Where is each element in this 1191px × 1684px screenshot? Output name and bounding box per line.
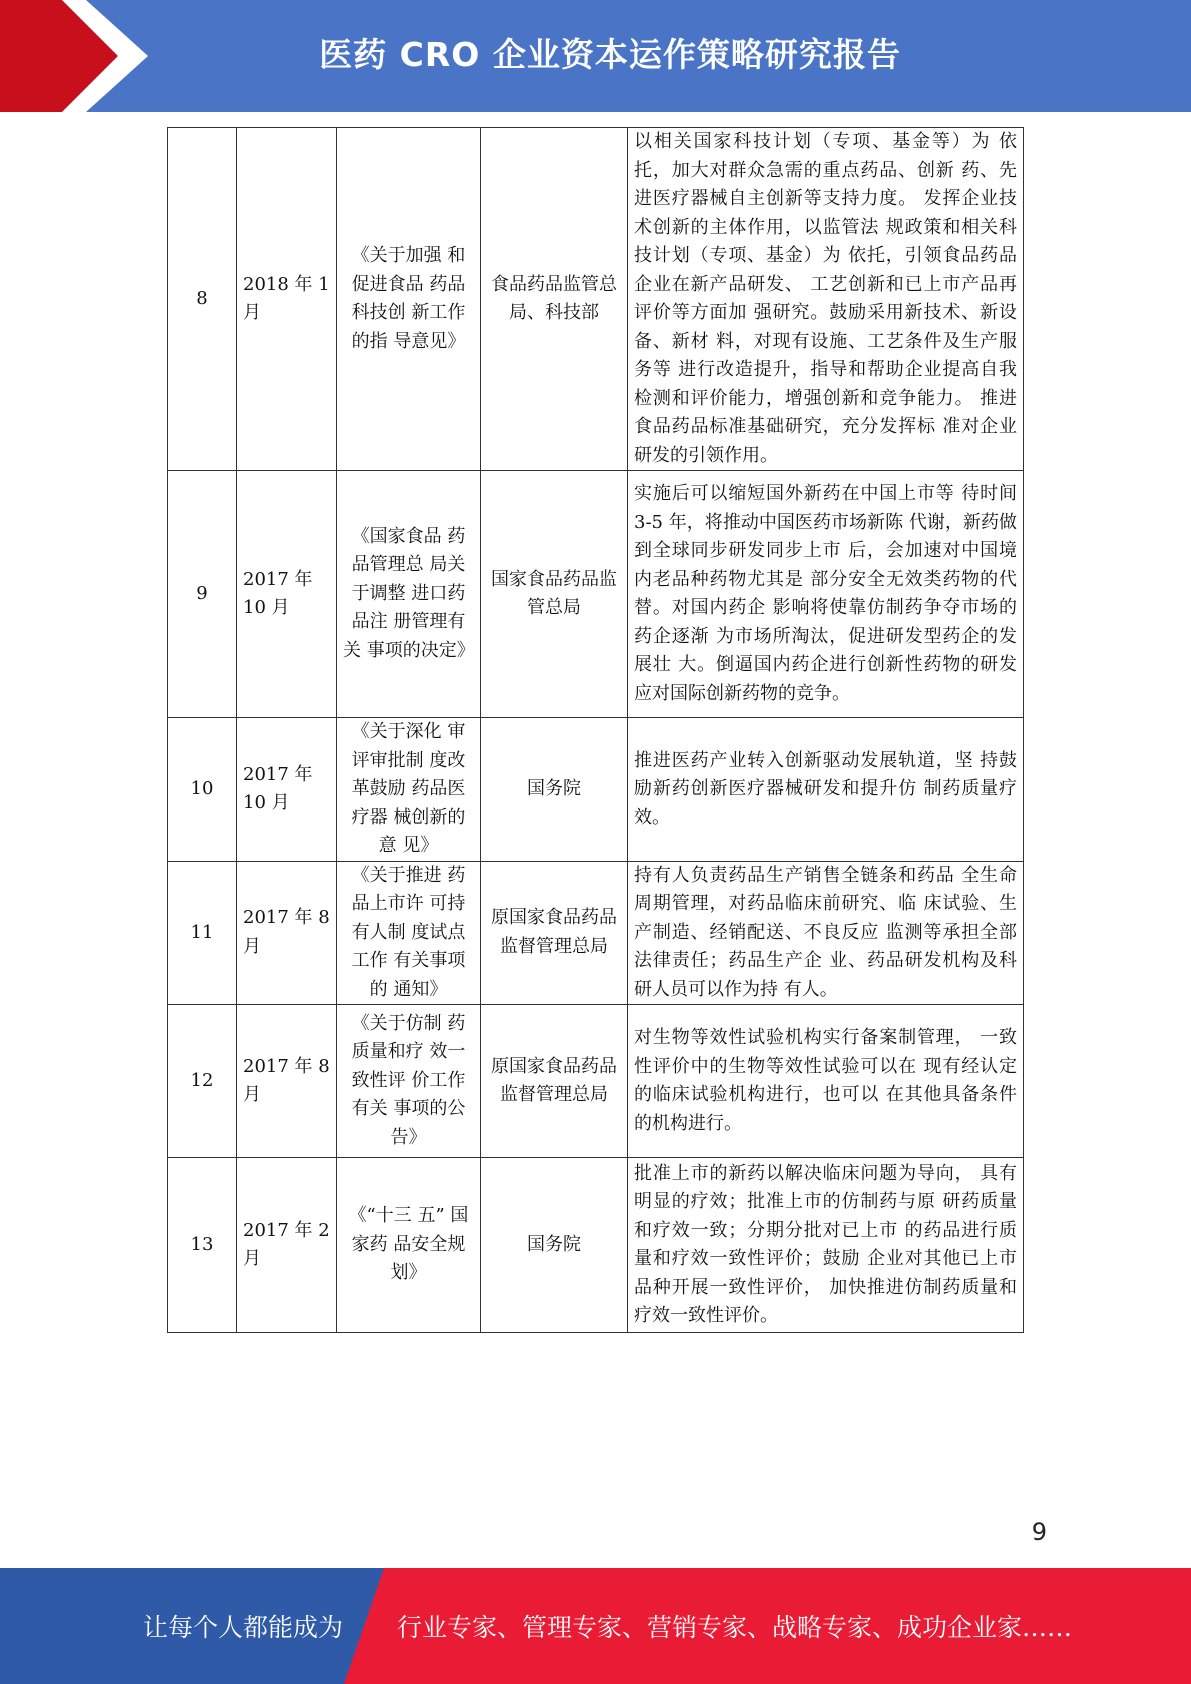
issuing-authority: 原国家食品药品监督管理总局 [481, 1005, 628, 1158]
table-row [168, 861, 1024, 1005]
issue-date: 2017 年 2 月 [237, 1158, 337, 1333]
issue-date: 2017 年 8 月 [237, 861, 337, 1005]
policy-content: 持有人负责药品生产销售全链条和药品 全生命周期管理，对药品临床前研究、临 床试验、生产制造、经销配送、不良反应 监测等承担全部法律责任；药品生产企 业、药品研发机构及科研人员可以作为持 有人。 [628, 861, 1024, 1005]
policy-table-container [167, 127, 1024, 1333]
issuing-authority: 国务院 [481, 718, 628, 862]
page-footer [0, 1568, 1191, 1684]
table-row [168, 1005, 1024, 1158]
document-title: 《国家食品 药品管理总 局关于调整 进口药品注 册管理有关 事项的决定》 [337, 471, 481, 718]
header-arrow-decoration [0, 0, 160, 112]
table-row [168, 471, 1024, 718]
issuing-authority: 原国家食品药品监督管理总局 [481, 861, 628, 1005]
table-row [168, 718, 1024, 862]
issue-date: 2018 年 1 月 [237, 128, 337, 471]
issue-date: 2017 年 10 月 [237, 471, 337, 718]
row-number: 13 [168, 1158, 237, 1333]
row-number: 8 [168, 128, 237, 471]
row-number: 12 [168, 1005, 237, 1158]
issuing-authority: 国务院 [481, 1158, 628, 1333]
policy-content: 批准上市的新药以解决临床问题为导向， 具有明显的疗效；批准上市的仿制药与原 研药质量和疗效一致；分期分批对已上市 的药品进行质量和疗效一致性评价；鼓励 企业对其他已上市品种开展一致性评价， 加快推进仿制药质量和疗效一致性评价。 [628, 1158, 1024, 1333]
row-number: 9 [168, 471, 237, 718]
row-number: 10 [168, 718, 237, 862]
page-header [0, 0, 1191, 112]
document-title: 《关于加强 和促进食品 药品科技创 新工作的指 导意见》 [337, 128, 481, 471]
document-title: 《关于仿制 药质量和疗 效一致性评 价工作有关 事项的公告》 [337, 1005, 481, 1158]
document-title: 《关于推进 药品上市许 可持有人制 度试点工作 有关事项的 通知》 [337, 861, 481, 1005]
report-title: 医药 CRO 企业资本运作策略研究报告 [319, 34, 901, 74]
policy-table [167, 127, 1024, 1333]
document-title: 《“十三 五” 国家药 品安全规划》 [337, 1158, 481, 1333]
policy-content: 实施后可以缩短国外新药在中国上市等 待时间 3-5 年，将推动中国医药市场新陈 代谢，新药做到全球同步研发同步上市 后，会加速对中国境内老品种药物尤其是 部分安全无效类药物的代替。对国内药企 影响将使靠仿制药争夺市场的药企逐渐 为市场所淘汰，促进研发型药企的发展壮 大。倒逼国内药企进行创新性药物的研发 应对国际创新药物的竞争。 [628, 471, 1024, 718]
footer-slogan-right: 行业专家、管理专家、营销专家、战略专家、成功企业家…… [397, 1613, 1073, 1642]
policy-content: 以相关国家科技计划（专项、基金等）为 依托，加大对群众急需的重点药品、创新 药、先进医疗器械自主创新等支持力度。 发挥企业技术创新的主体作用，以监管法 规政策和相关科技计划（专项、基金）为 依托，引领食品药品企业在新产品研发、 工艺创新和已上市产品再评价等方面加 强研究。鼓励采用新技术、新设备、新材 料，对现有设施、工艺条件及生产服务等 进行改造提升，指导和帮助企业提高自我 检测和评价能力，增强创新和竞争能力。 推进食品药品标准基础研究，充分发挥标 准对企业研发的引领作用。 [628, 128, 1024, 471]
policy-content: 推进医药产业转入创新驱动发展轨道，坚 持鼓励新药创新医疗器械研发和提升仿 制药质量疗效。 [628, 718, 1024, 862]
table-row [168, 1158, 1024, 1333]
policy-content: 对生物等效性试验机构实行备案制管理， 一致性评价中的生物等效性试验可以在 现有经认定的临床试验机构进行，也可以 在其他具备条件的机构进行。 [628, 1005, 1024, 1158]
issue-date: 2017 年 8 月 [237, 1005, 337, 1158]
issuing-authority: 食品药品监管总局、科技部 [481, 128, 628, 471]
page-number: 9 [1031, 1518, 1047, 1546]
document-title: 《关于深化 审评审批制 度改革鼓励 药品医疗器 械创新的意 见》 [337, 718, 481, 862]
issuing-authority: 国家食品药品监管总局 [481, 471, 628, 718]
table-row [168, 128, 1024, 471]
issue-date: 2017 年 10 月 [237, 718, 337, 862]
footer-slogan-left: 让每个人都能成为 [143, 1613, 344, 1642]
row-number: 11 [168, 861, 237, 1005]
